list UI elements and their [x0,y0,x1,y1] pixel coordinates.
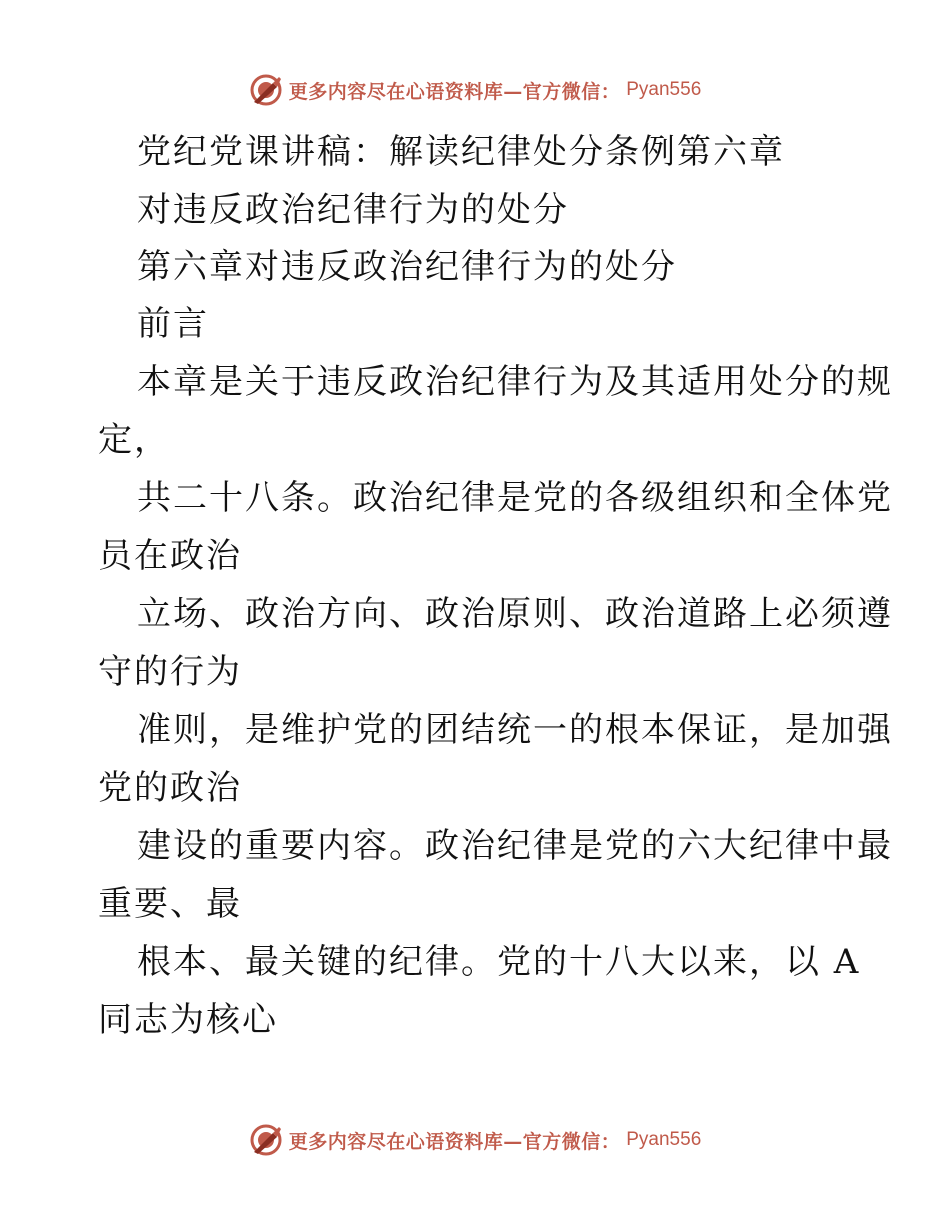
paragraph-line: 根本、最关键的纪律。党的十八大以来，以 A [137,942,861,982]
title-line-1: 党纪党课讲稿：解读纪律处分条例第六章 [137,132,785,172]
paragraph-line: 员在政治 [98,536,242,576]
preface-heading: 前言 [137,304,209,344]
chapter-heading: 第六章对违反政治纪律行为的处分 [137,247,677,287]
paragraph-line: 定， [98,420,170,460]
paragraph-line: 本章是关于违反政治纪律行为及其适用处分的规 [137,362,893,402]
paragraph-line: 共二十八条。政治纪律是党的各级组织和全体党 [137,478,893,518]
header-banner [0,68,950,112]
header-banner-text: 更多内容尽在心语资料库—官方微信： [288,80,621,103]
paragraph-line: 立场、政治方向、政治原则、政治道路上必须遵 [137,594,893,634]
pen-logo-icon [249,1123,283,1157]
paragraph-line: 建设的重要内容。政治纪律是党的六大纪律中最 [137,826,893,866]
footer-banner-text: 更多内容尽在心语资料库—官方微信： [288,1130,621,1153]
paragraph-line: 党的政治 [98,768,242,808]
footer-banner [0,1118,950,1162]
paragraph-line: 重要、最 [98,884,242,924]
paragraph-line: 守的行为 [98,652,242,692]
pen-logo-icon [249,73,283,107]
paragraph-line: 同志为核心 [98,1000,278,1040]
title-line-2: 对违反政治纪律行为的处分 [137,190,569,230]
header-wechat-id: Pyan556 [626,79,702,100]
footer-wechat-id: Pyan556 [626,1129,702,1150]
paragraph-line: 准则，是维护党的团结统一的根本保证，是加强 [137,710,893,750]
